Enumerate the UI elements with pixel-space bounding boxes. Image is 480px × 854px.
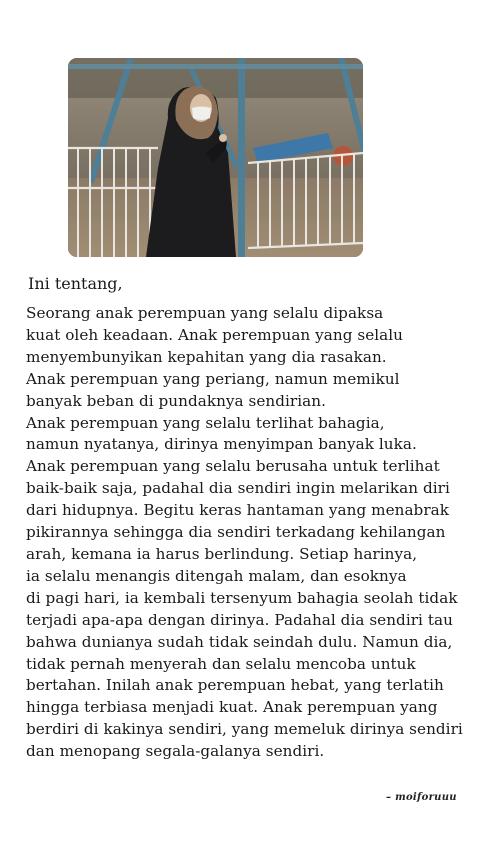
story-line: dan menopang segala-galanya sendiri. [26, 742, 325, 761]
story-line: Anak perempuan yang periang, namun memikul [26, 369, 400, 388]
story-line: namun nyatanya, dirinya menyimpan banyak luka. [26, 435, 417, 454]
story-line: Anak perempuan yang selalu terlihat bahagia, [26, 413, 385, 432]
story-line: hingga terbiasa menjadi kuat. Anak perempuan yang [26, 698, 438, 717]
story-line: terjadi apa-apa dengan dirinya. Padahal dia sendiri tau [26, 610, 453, 629]
photo-of-woman-in-hijab-at-playground-icon [68, 58, 363, 257]
author-signature: – moiforuuu [386, 792, 457, 803]
story-line: banyak beban di pundaknya sendirian. [26, 391, 326, 410]
story-line: menyembunyikan kepahitan yang dia rasakan. [26, 347, 387, 366]
story-line: ia selalu menangis ditengah malam, dan esoknya [26, 566, 407, 585]
story-line: bahwa dunianya sudah tidak seindah dulu. Namun dia, [26, 632, 453, 651]
story-body [26, 303, 466, 763]
story-line: baik-baik saja, padahal dia sendiri ingin melarikan diri [26, 479, 450, 498]
story-line: tidak pernah menyerah dan selalu mencoba untuk [26, 654, 416, 673]
story-line: berdiri di kakinya sendiri, yang memeluk dirinya sendiri [26, 720, 463, 739]
story-title: Ini tentang, [28, 274, 123, 293]
story-photo [68, 58, 363, 257]
story-line: bertahan. Inilah anak perempuan hebat, yang terlatih [26, 676, 444, 695]
story-line: di pagi hari, ia kembali tersenyum bahagia seolah tidak [26, 588, 458, 607]
story-line: arah, kemana ia harus berlindung. Setiap harinya, [26, 544, 418, 563]
story-line: pikirannya sehingga dia sendiri terkadang kehilangan [26, 523, 446, 542]
story-line: Seorang anak perempuan yang selalu dipaksa [26, 304, 384, 322]
story-line: dari hidupnya. Begitu keras hantaman yang menabrak [26, 501, 449, 520]
story-line: Anak perempuan yang selalu berusaha untuk terlihat [26, 457, 440, 476]
story-line: kuat oleh keadaan. Anak perempuan yang selalu [26, 325, 403, 344]
